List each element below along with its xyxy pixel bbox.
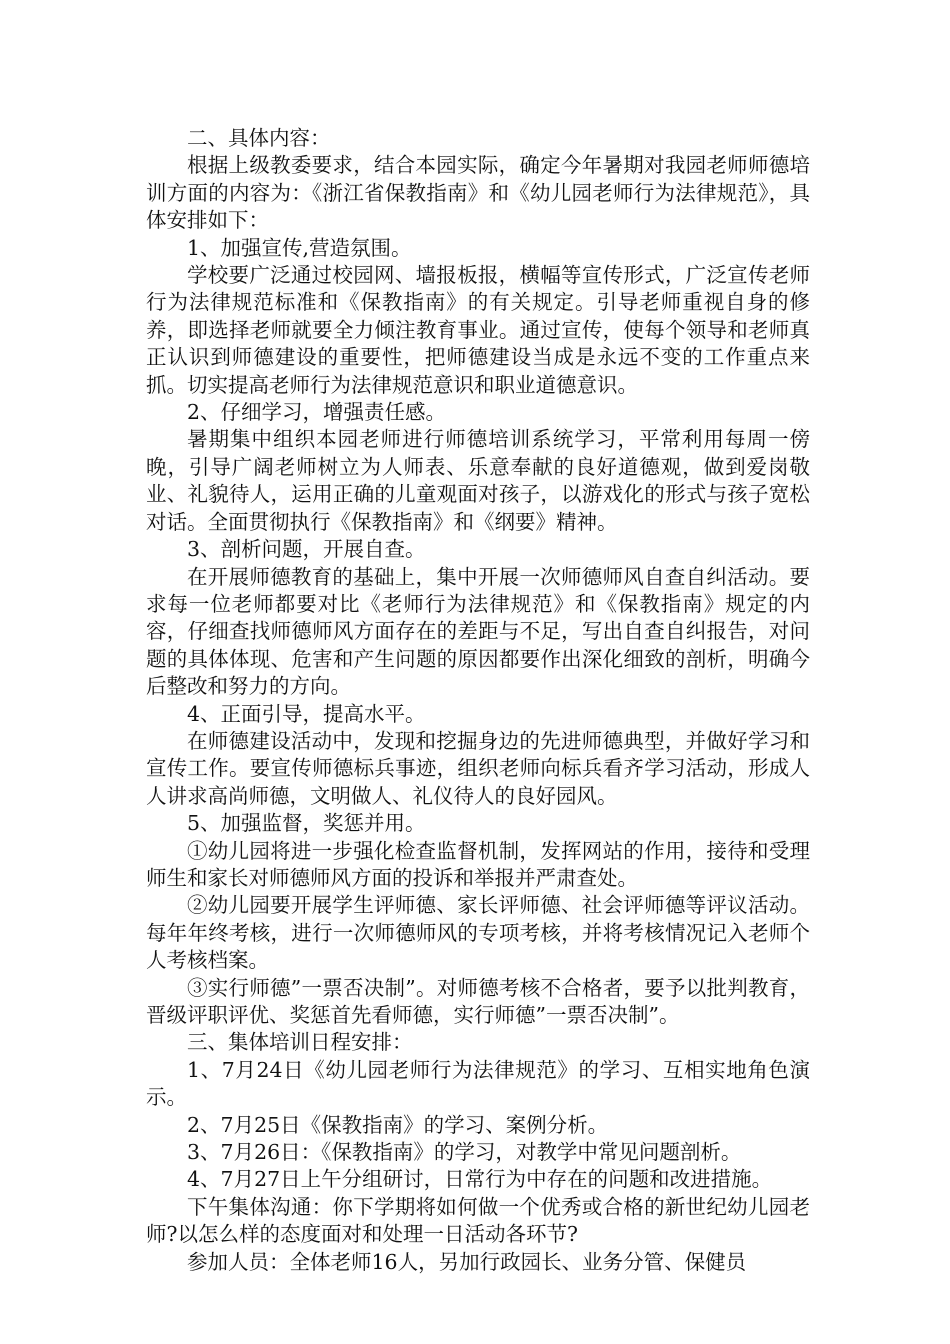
paragraph-guidance: 在师德建设活动中，发现和挖掘身边的先进师德典型，并做好学习和宣传工作。要宣传师德标兵事迹，组织老师向标兵看齐学习活动，形成人人讲求高尚师德，文明做人、礼仪待人的良好园风。 (146, 728, 810, 808)
item-heading-3: 3、剖析问题，开展自查。 (187, 537, 426, 562)
paragraph-publicity: 学校要广泛通过校园网、墙报板报，横幅等宣传形式，广泛宣传老师行为法律规范标准和《保教指南》的有关规定。引导老师重视自身的修养，即选择老师就要全力倾注教育事业。通过宣传，使每个领导和老师真正认识到师德建设的重要性，把师德建设当成是永远不变的工作重点来抓。切实提高老师行为法律规范意识和职业道德意识。 (146, 263, 810, 397)
paragraph-supervision-2: ②幼儿园要开展学生评师德、家长评师德、社会评师德等评议活动。每年年终考核，进行一次师德师风的专项考核，并将考核情况记入老师个人考核档案。 (146, 893, 810, 973)
document-body (146, 125, 810, 1276)
paragraph-intro: 根据上级教委要求，结合本园实际，确定今年暑期对我园老师师德培训方面的内容为：《浙江省保教指南》和《幼儿园老师行为法律规范》，具体安排如下： (146, 153, 810, 233)
item-heading-5: 5、加强监督，奖惩并用。 (187, 811, 426, 836)
paragraph-study: 暑期集中组织本园老师进行师德培训系统学习，平常利用每周一傍晚，引导广阔老师树立为人师表、乐意奉献的良好道德观，做到爱岗敬业、礼貌待人，运用正确的儿童观面对孩子，以游戏化的形式与孩子宽松对话。全面贯彻执行《保教指南》和《纲要》精神。 (146, 427, 810, 534)
paragraph-supervision-3: ③实行师德”一票否决制”。对师德考核不合格者，要予以批判教育，晋级评职评优、奖惩首先看师德，实行师德”一票否决制”。 (146, 975, 810, 1027)
section-heading-schedule: 三、集体培训日程安排： (187, 1030, 413, 1055)
schedule-item-1: 1、7月24日《幼儿园老师行为法律规范》的学习、互相实地角色演示。 (146, 1057, 810, 1110)
schedule-item-3: 3、7月26日：《保教指南》的学习，对教学中常见问题剖析。 (187, 1140, 742, 1165)
paragraph-supervision-1: ①幼儿园将进一步强化检查监督机制，发挥网站的作用，接待和受理师生和家长对师德师风方面的投诉和举报并严肃查处。 (146, 838, 810, 890)
schedule-item-4: 4、7月27日上午分组研讨，日常行为中存在的问题和改进措施。 (187, 1167, 773, 1192)
schedule-afternoon: 下午集体沟通：你下学期将如何做一个优秀或合格的新世纪幼儿园老师?以怎么样的态度面对和处理一日活动各环节? (146, 1194, 810, 1247)
section-heading-content: 二、具体内容： (187, 126, 331, 150)
schedule-item-2: 2、7月25日《保教指南》的学习、案例分析。 (187, 1112, 609, 1137)
item-heading-4: 4、正面引导，提高水平。 (187, 701, 426, 726)
item-heading-2: 2、仔细学习，增强责任感。 (187, 400, 447, 425)
paragraph-self-check: 在开展师德教育的基础上，集中开展一次师德师风自查自纠活动。要求每一位老师都要对比《老师行为法律规范》和《保教指南》规定的内容，仔细查找师德师风方面存在的差距与不足，写出自查自纠报告，对问题的具体体现、危害和产生问题的原因都要作出深化细致的剖析，明确今后整改和努力的方向。 (146, 564, 810, 699)
participants: 参加人员：全体老师16人，另加行政园长、业务分管、保健员 (187, 1249, 747, 1274)
item-heading-1: 1、加强宣传,营造氛围。 (187, 235, 412, 260)
